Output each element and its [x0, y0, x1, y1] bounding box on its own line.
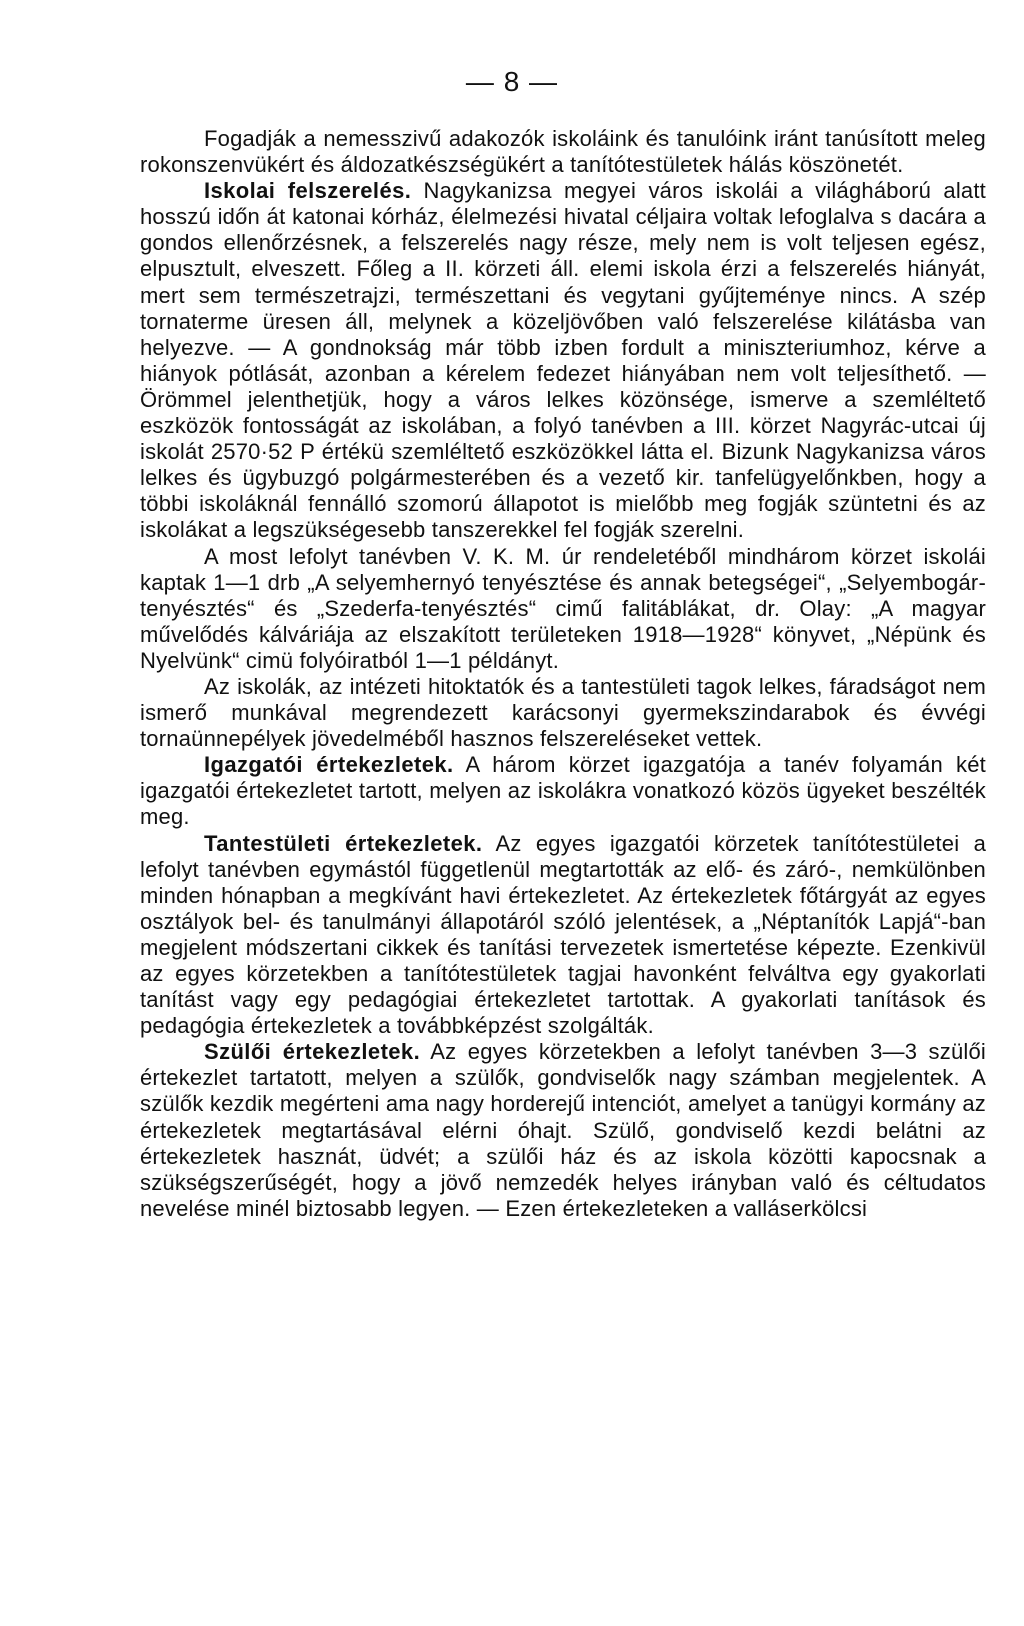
paragraph-text: A most lefolyt tanévben V. K. M. úr rendeletéből mindhárom körzet iskolái kaptak 1—1 drb „A selyemhernyó tenyésztése és annak betegségei“, „Selyembogár-tenyésztés“ és „Szederfa-tenyésztés“ cimű falitáblákat, dr. Olay: „A magyar művelődés kálváriája az elszakított területeken 1918—1928“ könyvet, „Népünk és Nyelvünk“ cimü folyóiratból 1—1 példányt. [140, 543, 986, 673]
paragraph-text: A három körzet igazgatója a tanév folyamán két igazgatói értekezletet tartott, melyen az iskolákra vonatkozó közös ügyeket beszélték meg. [140, 752, 986, 830]
paragraph-parent-meetings [140, 1039, 986, 1222]
paragraph-staff-meetings [140, 831, 986, 1040]
paragraph-text: Az egyes igazgatói körzetek tanítótestületei a lefolyt tanévben egymástól függetlenül megtartották az elő- és záró-, nemkülönben minden hónapban a megkívánt havi értekezletet. Az értekezletek főtárgyát az egyes osztályok bel- és tanulmányi állapotáról szóló jelentések, a „Néptanítók Lapjá“-ban megjelent módszertani cikkek és tanítási tervezetek ismertetése képezte. Ezenkivül az egyes körzetekben a tanítótestületek tagjai havonként felváltva egy gyakorlati tanítást vagy egy pedagógiai értekezletet tartottak. A gyakorlati tanítások és pedagógia értekezletek a továbbképzést szolgálták. [140, 830, 986, 1039]
paragraph-donors [140, 126, 986, 178]
paragraph-text: Az iskolák, az intézeti hitoktatók és a tantestületi tagok lelkes, fáradságot nem ismerő munkával megrendezett karácsonyi gyermekszindarabok és évvégi tornaünnepélyek jövedelméből hasznos felszereléseket vettek. [140, 673, 986, 752]
body-text [140, 126, 986, 1222]
section-heading: Szülői értekezletek. [204, 1039, 421, 1065]
paragraph-text: Fogadják a nemesszivű adakozók iskoláink és tanulóink iránt tanúsított meleg rokonszenvükért és áldozatkészségükért a tanítótestületek hálás köszönetét. [140, 126, 986, 178]
paragraph-wall-charts [140, 544, 986, 674]
section-heading: Tantestületi értekezletek. [204, 830, 483, 856]
paragraph-equipment [140, 178, 986, 543]
section-heading: Igazgatói értekezletek. [204, 752, 454, 778]
paragraph-director-meetings [140, 752, 986, 830]
paragraph-text: Az egyes körzetekben a lefolyt tanévben 3—3 szülői értekezlet tartatott, melyen a szülők, gondviselők nagy számban megjelentek. A szülők kezdik megérteni ama nagy horderejű intenciót, amelyet a tanügyi kormány az értekezletek megtartásával elérni óhajt. Szülő, gondviselő kezdi belátni az értekezletek hasznát, üdvét; a szülői ház és az iskola közötti kapocsnak a szükségszerűségét, hogy a jövő nemzedék helyes irányban való és céltudatos nevelése minél biztosabb legyen. — Ezen értekezleteken a valláserkölcsi [140, 1039, 987, 1221]
paragraph-school-purchases [140, 674, 986, 752]
section-heading: Iskolai felszerelés. [204, 178, 412, 204]
page-number: — 8 — [465, 66, 559, 97]
paragraph-text: Nagykanizsa megyei város iskolái a világháború alatt hosszú időn át katonai kórház, élelmezési hivatal céljaira voltak lefoglalva s dacára a gondos ellenőrzésnek, a felszerelés nagy része, mely nem is volt teljesen egész, elpusztult, elveszett. Főleg a II. körzeti áll. elemi iskola érzi a felszerelés hiányát, mert sem természetrajzi, természettani és vegytani gyűjteménye nincs. A szép tornaterme üresen áll, melynek a közeljövőben való felszerelése kilátásba van helyezve. — A gondnokság már több izben fordult a miniszteriumhoz, kérve a hiányok pótlását, azonban a kérelem fedezet hiányában nem volt teljesíthető. — Örömmel jelenthetjük, hogy a város lelkes közönsége, ismerve a szemléltető eszközök fontosságát az iskolában, a folyó tanévben a III. körzet Nagyrác-utcai új iskolát 2570·52 P értékü szemléltető eszközökkel látta el. Bizunk Nagykanizsa város lelkes és ügybuzgó polgármesterében és a vezető kir. tanfelügyelőnkben, hogy a többi iskoláknál fennálló szomorú állapotot is mielőbb meg fogják szüntetni és az iskolákat a legszükségesebb tanszerekkel fel fogják szerelni. [140, 178, 986, 543]
